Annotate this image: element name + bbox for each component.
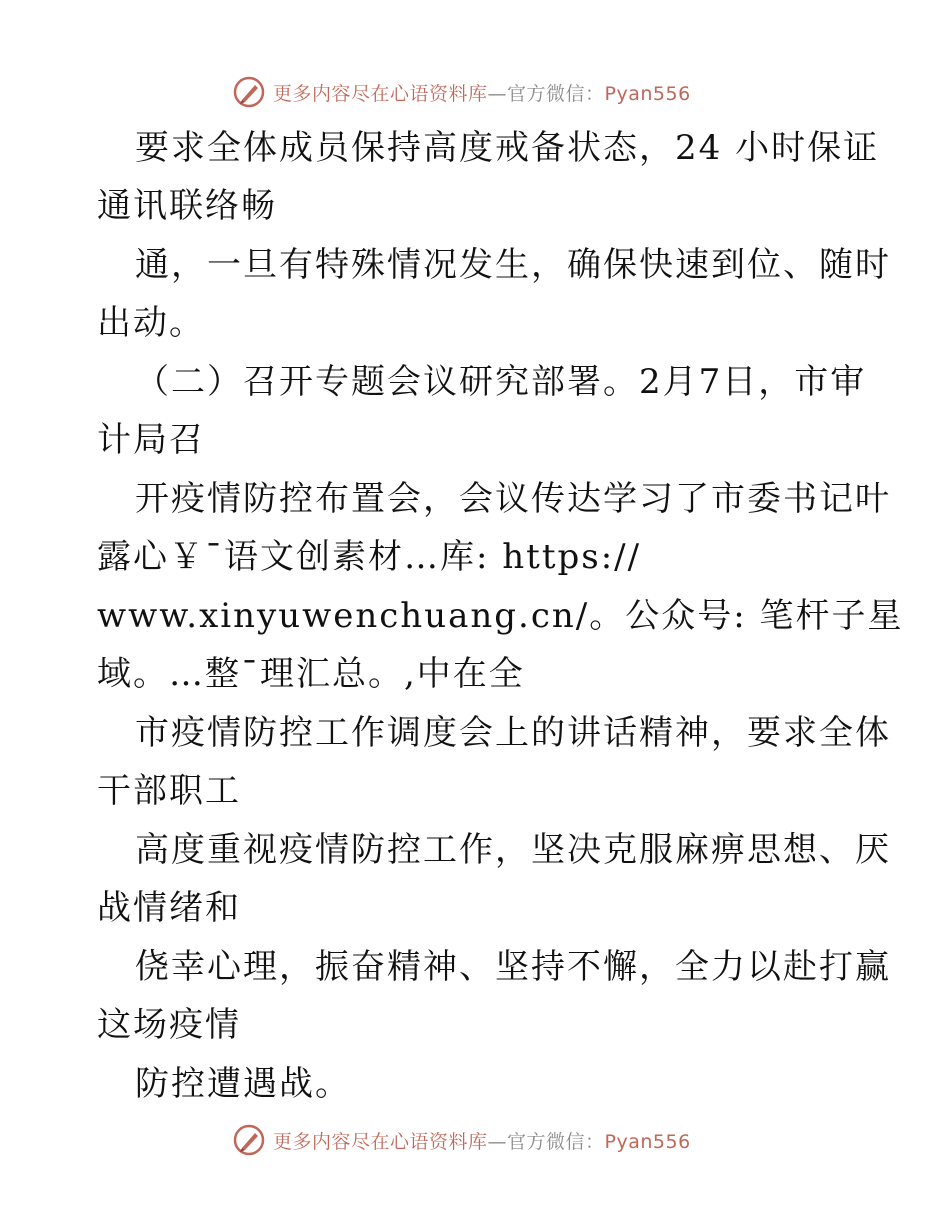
body-line: 高度重视疫情防控工作，坚决克服麻痹思想、厌 [135, 830, 891, 870]
banner-handle: Pyan556 [604, 1130, 691, 1153]
banner-handle: Pyan556 [604, 82, 691, 105]
body-line: （二）召开专题会议研究部署。2月7日，市审 [135, 362, 867, 402]
body-line: 开疫情防控布置会，会议传达学习了市委书记叶 [135, 479, 891, 519]
body-line: 这场疫情 [97, 1005, 241, 1045]
pen-logo-icon [233, 1124, 265, 1156]
body-line: 露心￥¯语文创素材…库: https:// [97, 537, 642, 577]
banner-label: 官方微信： [507, 1130, 605, 1153]
body-line: www.xinyuwenchuang.cn/。公众号: 笔杆子星 [97, 596, 904, 636]
banner-dash: — [487, 1130, 508, 1153]
footer-banner [233, 1120, 733, 1160]
body-line: 战情绪和 [97, 888, 241, 928]
body-line: 防控遭遇战。 [135, 1064, 351, 1104]
banner-brand: 更多内容尽在心语资料库 [273, 82, 488, 105]
header-banner [233, 72, 733, 112]
body-line: 通讯联络畅 [97, 186, 277, 226]
banner-label: 官方微信： [507, 82, 605, 105]
banner-brand: 更多内容尽在心语资料库 [273, 1130, 488, 1153]
body-line: 侥幸心理，振奋精神、坚持不懈，全力以赴打赢 [135, 947, 891, 987]
body-line: 域。…整¯理汇总。,中在全 [97, 654, 525, 694]
banner-dash: — [487, 82, 508, 105]
body-line: 干部职工 [97, 771, 241, 811]
body-line: 要求全体成员保持高度戒备状态，24 小时保证 [135, 128, 880, 168]
body-line: 计局召 [97, 420, 205, 460]
body-line: 出动。 [97, 303, 205, 343]
pen-logo-icon [233, 76, 265, 108]
body-line: 通，一旦有特殊情况发生，确保快速到位、随时 [135, 245, 891, 285]
body-line: 市疫情防控工作调度会上的讲话精神，要求全体 [135, 713, 891, 753]
